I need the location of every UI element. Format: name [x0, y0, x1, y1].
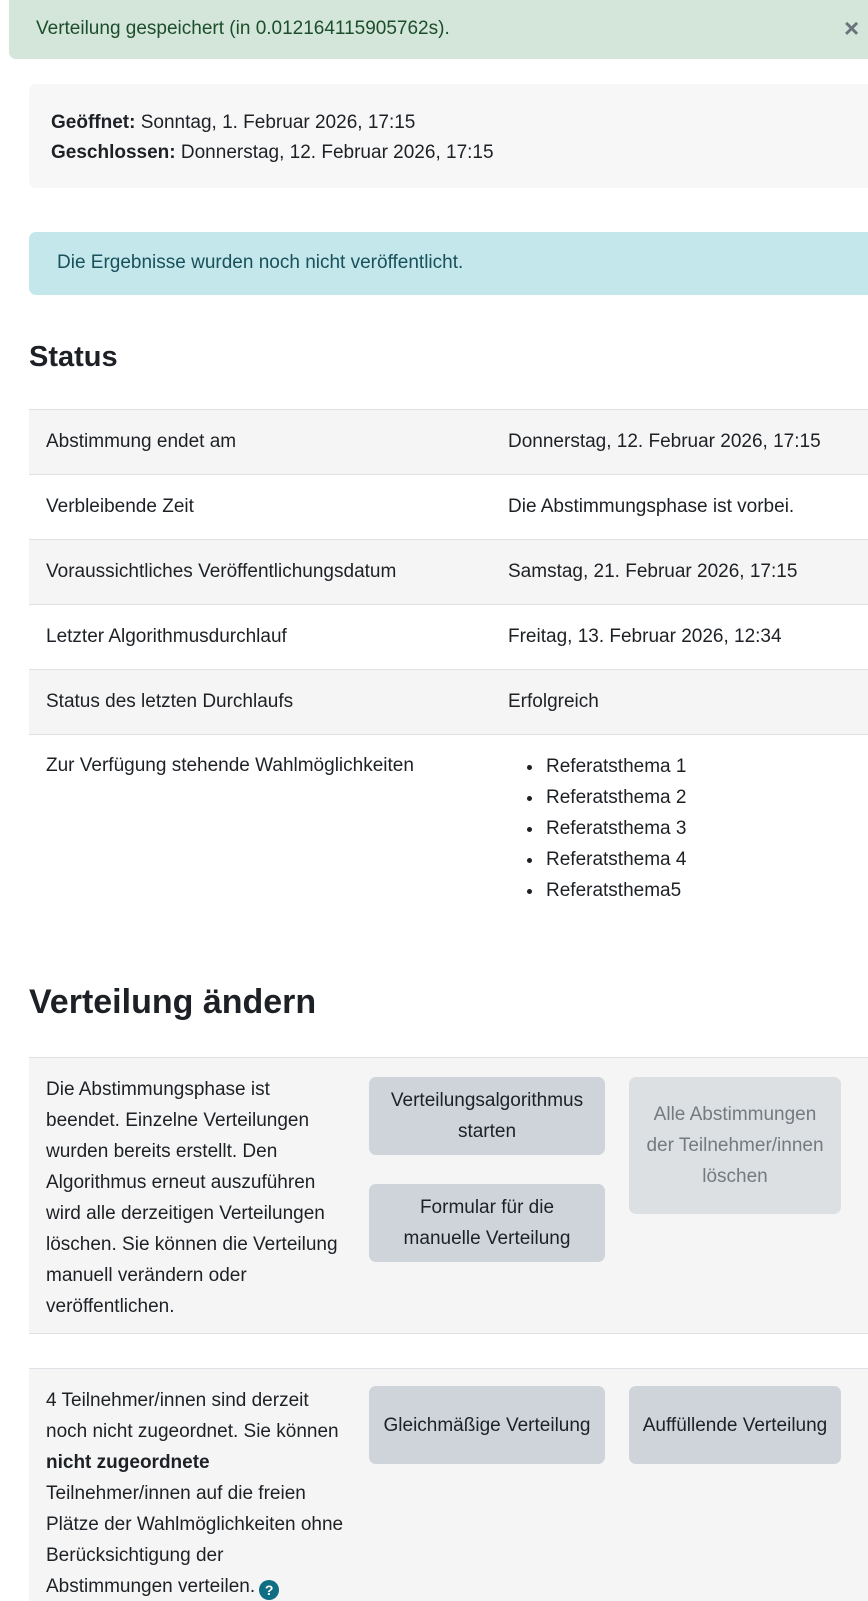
list-item: • Referatsthema 4 [544, 844, 868, 875]
info-alert: Die Ergebnisse wurden noch nicht veröffentlicht. [29, 232, 868, 295]
close-icon[interactable]: × [844, 13, 860, 43]
list-item: • Referatsthema 3 [544, 813, 868, 844]
reallocation-panel [29, 1057, 868, 1334]
verteilung-heading: Verteilung ändern [29, 983, 317, 1021]
equal-distribution-button[interactable]: Gleichmäßige Verteilung [369, 1386, 605, 1464]
list-item: • Referatsthema 2 [544, 782, 868, 813]
table-row [29, 540, 868, 605]
fill-distribution-button[interactable]: Auffüllende Verteilung [629, 1386, 841, 1464]
table-row [29, 475, 868, 540]
row-value: Freitag, 13. Februar 2026, 12:34 [491, 605, 868, 670]
row-key: Abstimmung endet am [29, 410, 491, 475]
status-table [29, 409, 868, 937]
dates-box [29, 84, 868, 188]
manual-allocation-button[interactable]: Formular für die manuelle Verteilung [369, 1184, 605, 1262]
closed-value: Donnerstag, 12. Februar 2026, 17:15 [180, 142, 494, 163]
desc-bold: nicht zugeordnete [46, 1452, 210, 1473]
options-list [508, 751, 868, 906]
list-item: • Referatsthema 1 [544, 751, 868, 782]
options-cell [491, 735, 868, 937]
run-algorithm-button[interactable]: Verteilungsalgorithmus starten [369, 1077, 605, 1155]
row-value: Donnerstag, 12. Februar 2026, 17:15 [491, 410, 868, 475]
opened-label: Geöffnet: [51, 112, 136, 133]
row-value: Erfolgreich [491, 670, 868, 735]
row-key: Voraussichtliches Veröffentlichungsdatum [29, 540, 491, 605]
table-row [29, 670, 868, 735]
row-value: Samstag, 21. Februar 2026, 17:15 [491, 540, 868, 605]
reallocation-description: Die Abstimmungsphase ist beendet. Einzelne Verteilungen wurden bereits erstellt. Den Algorithmus erneut auszuführen wird alle derzeitigen Verteilungen löschen. Sie können die Verteilung manuell verändern oder veröffentlichen. [46, 1079, 338, 1317]
closed-label: Geschlossen: [51, 142, 176, 163]
unassigned-panel [29, 1368, 868, 1601]
success-alert [9, 0, 868, 59]
table-row [29, 735, 868, 937]
row-key: Verbleibende Zeit [29, 475, 491, 540]
success-message: Verteilung gespeichert (in 0.012164115905762s). [36, 18, 450, 39]
delete-all-ratings-button: Alle Abstimmungen der Teilnehmer/innen löschen [629, 1077, 841, 1214]
help-icon[interactable]: ? [259, 1580, 279, 1600]
desc-part2: Teilnehmer/innen auf die freien Plätze der Wahlmöglichkeiten ohne Berücksichtigung der Abstimmungen verteilen. [46, 1483, 344, 1597]
opened-line [51, 108, 868, 138]
row-key: Status des letzten Durchlaufs [29, 670, 491, 735]
row-key: Zur Verfügung stehende Wahlmöglichkeiten [29, 735, 491, 937]
table-row [29, 605, 868, 670]
unassigned-description [46, 1385, 346, 1601]
desc-part1: 4 Teilnehmer/innen sind derzeit noch nicht zugeordnet. Sie können [46, 1390, 339, 1442]
list-item: • Referatsthema5 [544, 875, 868, 906]
opened-value: Sonntag, 1. Februar 2026, 17:15 [140, 112, 416, 133]
table-row [29, 410, 868, 475]
status-heading: Status [29, 341, 118, 373]
row-value: Die Abstimmungsphase ist vorbei. [491, 475, 868, 540]
row-key: Letzter Algorithmusdurchlauf [29, 605, 491, 670]
closed-line [51, 138, 868, 168]
